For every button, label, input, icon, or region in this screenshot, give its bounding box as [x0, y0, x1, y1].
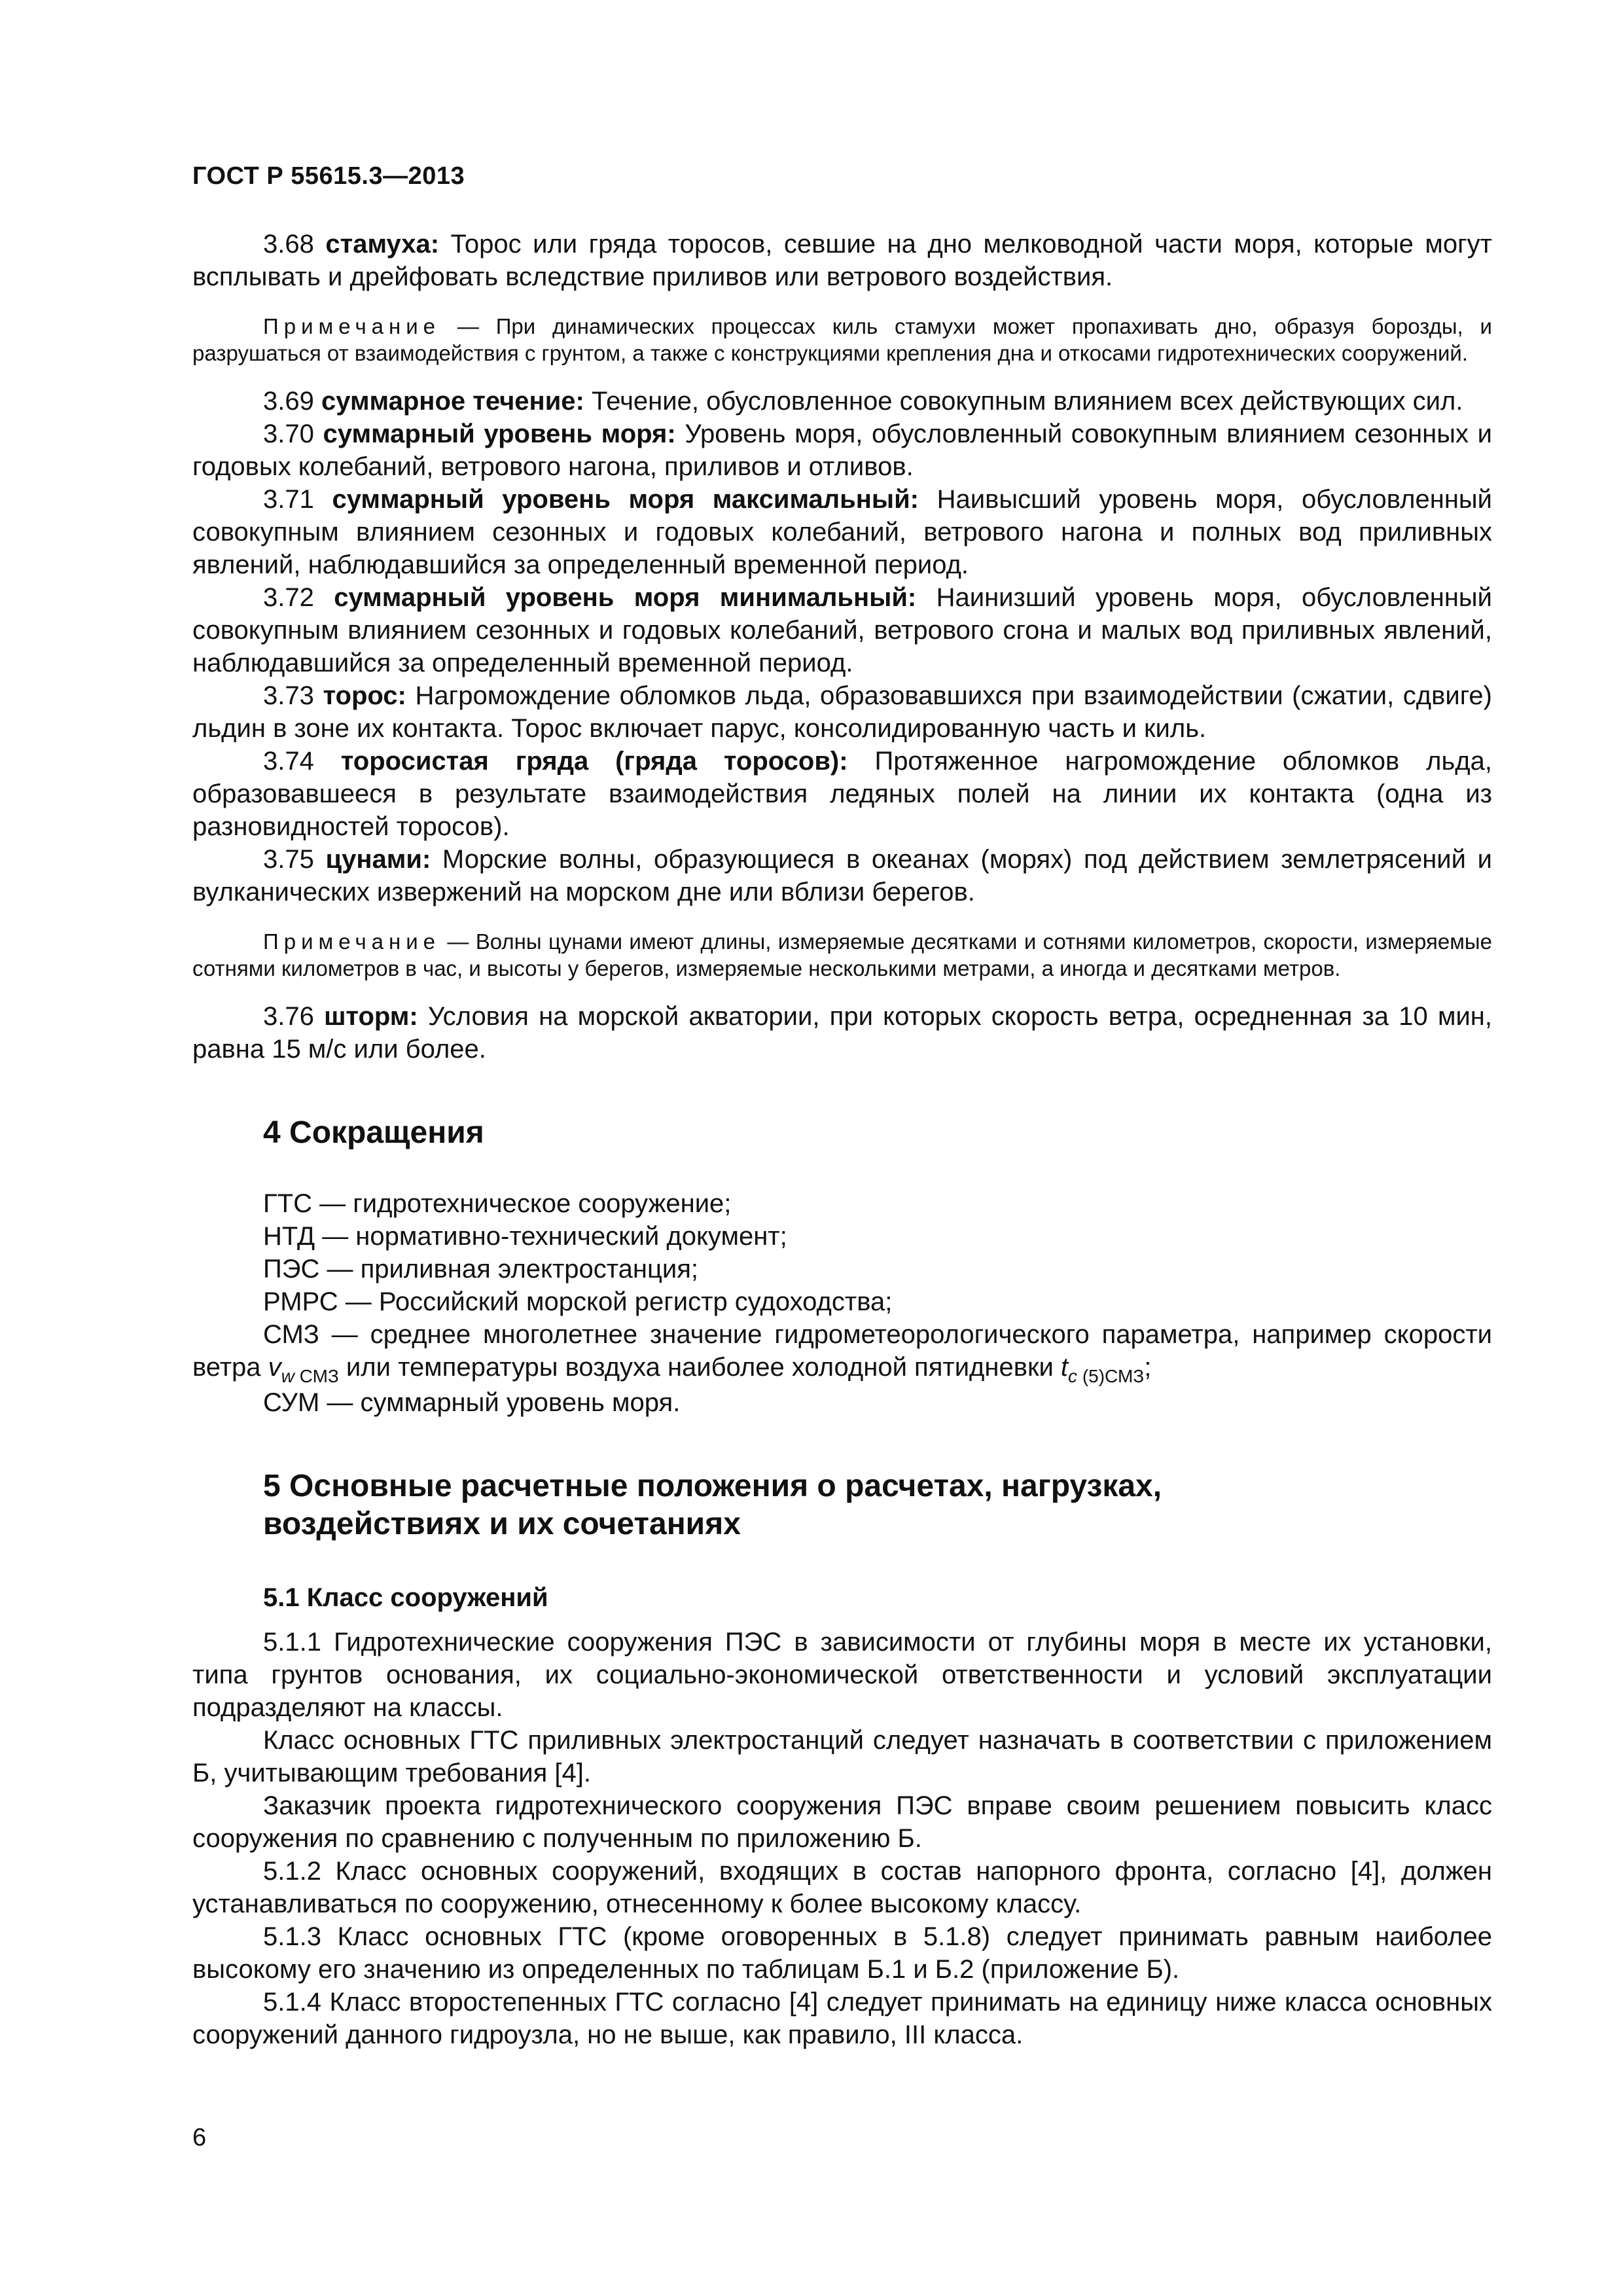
paragraph-5-1-1: 5.1.1 Гидротехнические сооружения ПЭС в зависимости от глубины моря в месте их установки, типа грунтов основания, их социально-экономической ответственности и условий эксплуатации подразделяют на классы. — [192, 1628, 1492, 1722]
term-name: торосистая гряда (гряда торосов): — [340, 747, 848, 776]
term-name: суммарный уровень моря: — [323, 420, 676, 448]
term-entry-3-74: 3.74 торосистая гряда (гряда торосов): Протяженное нагромождение обломков льда, образовавшееся в результате взаимодействия ледяных полей на линии их контакта (одна из разновидностей торосов). — [192, 747, 1492, 841]
term-name: суммарный уровень моря минимальный: — [334, 583, 917, 612]
term-entry-3-68: 3.68 стамуха: Торос или гряда торосов, севшие на дно мелководной части моря, которые могут всплывать и дрейфовать вследствие приливов или ветрового воздействия. — [192, 230, 1492, 291]
section-5-title: 5 Основные расчетные положения о расчетах, нагрузках, воздействиях и их сочетаниях — [263, 1469, 1162, 1541]
paragraph-5-1-3: 5.1.3 Класс основных ГТС (кроме оговоренных в 5.1.8) следует принимать равным наиболее высокому его значению из определенных по таблицам Б.1 и Б.2 (приложение Б). — [192, 1922, 1492, 1984]
term-entry-3-76: 3.76 шторм: Условия на морской акватории, при которых скорость ветра, осредненная за 10 мин, равна 15 м/с или более. — [192, 1002, 1492, 1064]
note-3-68 — [192, 313, 1492, 367]
subsection-5-1-title: 5.1 Класс сооружений — [263, 1583, 548, 1612]
symbol-t: t — [1060, 1353, 1069, 1382]
term-definition: Течение, обусловленное совокупным влиянием всех действующих сил. — [584, 387, 1463, 416]
term-definition: Торос или гряда торосов, севшие на дно мелководной части моря, которые могут всплывать и дрейфовать вследствие приливов или ветрового воздействия. — [192, 230, 1492, 291]
term-entry-3-72: 3.72 суммарный уровень моря минимальный: Наинизший уровень моря, обусловленный совокупным влиянием сезонных и годовых колебаний, ветрового сгона и малых вод приливных явлений, наблюдавшийся за определенный временной период. — [192, 583, 1493, 677]
abbreviation-item: НТД — нормативно-технический документ; — [263, 1222, 787, 1251]
note-text: — Волны цунами имеют длины, измеряемые десятками и сотнями километров, скорости, измеряемые сотнями километров в час, и высоты у берегов, измеряемые несколькими метрами, а иногда и десятками метров. — [192, 929, 1492, 980]
term-name: цунами: — [325, 845, 431, 874]
abbreviation-item: ГТС — гидротехническое сооружение; — [263, 1189, 732, 1218]
term-name: суммарный уровень моря максимальный: — [332, 485, 919, 514]
term-definition: Морские волны, образующиеся в океанах (морях) под действием землетрясений и вулканических извержений на морском дне или вблизи берегов. — [192, 845, 1492, 906]
term-definition: Условия на морской акватории, при которых скорость ветра, осредненная за 10 мин, равна 15 м/с или более. — [192, 1002, 1492, 1064]
page-number: 6 — [192, 2124, 207, 2151]
paragraph-5-1-2: 5.1.2 Класс основных сооружений, входящих в состав напорного фронта, согласно [4], должен устанавливаться по сооружению, отнесенному к более высокому классу. — [192, 1857, 1492, 1918]
note-label: Примечание — [263, 314, 441, 338]
paragraph-5-1-1-b: Класс основных ГТС приливных электростанций следует назначать в соответствии с приложением Б, учитывающим требования [4]. — [192, 1726, 1492, 1787]
note-text: — При динамических процессах киль стамухи может пропахивать дно, образуя борозды, и разрушаться от взаимодействия с грунтом, а также с конструкциями крепления дна и откосами гидротехнических сооружений. — [192, 314, 1492, 365]
term-definition: Нагромождение обломков льда, образовавшихся при взаимодействии (сжатии, сдвиге) льдин в зоне их контакта. Торос включает парус, консолидированную часть и киль. — [192, 681, 1492, 743]
symbol-v: v — [268, 1353, 281, 1382]
abbreviation-item: ПЭС — приливная электростанция; — [263, 1255, 699, 1283]
term-name: шторм: — [324, 1002, 418, 1031]
term-definition: Наинизший уровень моря, обусловленный совокупным влиянием сезонных и годовых колебаний, ветрового сгона и малых вод приливных явлений, наблюдавшийся за определенный временной период. — [192, 583, 1493, 677]
term-name: стамуха: — [325, 230, 440, 259]
document-header: ГОСТ Р 55615.3—2013 — [192, 162, 465, 190]
term-entry-3-73: 3.73 торос: Нагромождение обломков льда, образовавшихся при взаимодействии (сжатии, сдвиге) льдин в зоне их контакта. Торос включает парус, консолидированную часть и киль. — [192, 681, 1492, 743]
paragraph-5-1-1-c: Заказчик проекта гидротехнического сооружения ПЭС вправе своим решением повысить класс сооружения по сравнению с полученным по приложению Б. — [192, 1791, 1492, 1853]
document-body — [192, 228, 1492, 2051]
abbreviation-item-smz: СМЗ — среднее многолетнее значение гидрометеорологического параметра, например скорости ветра $v_{w СМЗ}$ или температуры воздуха наиболее холодной пятидневки $t_{c (5)СМЗ}$; — [192, 1320, 1492, 1386]
term-name: суммарное течение: — [321, 387, 584, 416]
term-name: торос: — [323, 681, 406, 710]
term-definition: Протяженное нагромождение обломков льда, образовавшееся в результате взаимодействия ледяных полей на линии их контакта (одна из разновидностей торосов). — [192, 747, 1492, 841]
section-4-title: 4 Сокращения — [263, 1115, 484, 1150]
abbreviation-item: РМРС — Российский морской регистр судоходства; — [263, 1287, 893, 1316]
term-entry-3-69: 3.69 суммарное течение: Течение, обусловленное совокупным влиянием всех действующих сил. — [263, 387, 1463, 416]
abbreviation-item: СУМ — суммарный уровень моря. — [263, 1388, 681, 1417]
term-entry-3-71: 3.71 суммарный уровень моря максимальный: Наивысший уровень моря, обусловленный совокупным влиянием сезонных и годовых колебаний, ветрового нагона и полных вод приливных явлений, наблюдавшийся за определенный временной период. — [192, 485, 1492, 579]
term-entry-3-75: 3.75 цунами: Морские волны, образующиеся в океанах (морях) под действием землетрясений и вулканических извержений на морском дне или вблизи берегов. — [192, 845, 1492, 906]
term-definition: Уровень моря, обусловленный совокупным влиянием сезонных и годовых колебаний, ветрового нагона, приливов и отливов. — [192, 420, 1492, 481]
abbreviation-list — [192, 1187, 1492, 1419]
note-label: Примечание — [263, 929, 441, 954]
term-definition: Наивысший уровень моря, обусловленный совокупным влиянием сезонных и годовых колебаний, ветрового нагона и полных вод приливных явлений, наблюдавшийся за определенный временной период. — [192, 485, 1492, 579]
term-entry-3-70: 3.70 суммарный уровень моря: Уровень моря, обусловленный совокупным влиянием сезонных и годовых колебаний, ветрового нагона, приливов и отливов. — [192, 420, 1492, 481]
note-3-75 — [192, 928, 1492, 982]
paragraph-5-1-4: 5.1.4 Класс второстепенных ГТС согласно [4] следует принимать на единицу ниже класса основных сооружений данного гидроузла, но не выше, как правило, III класса. — [192, 1988, 1492, 2049]
